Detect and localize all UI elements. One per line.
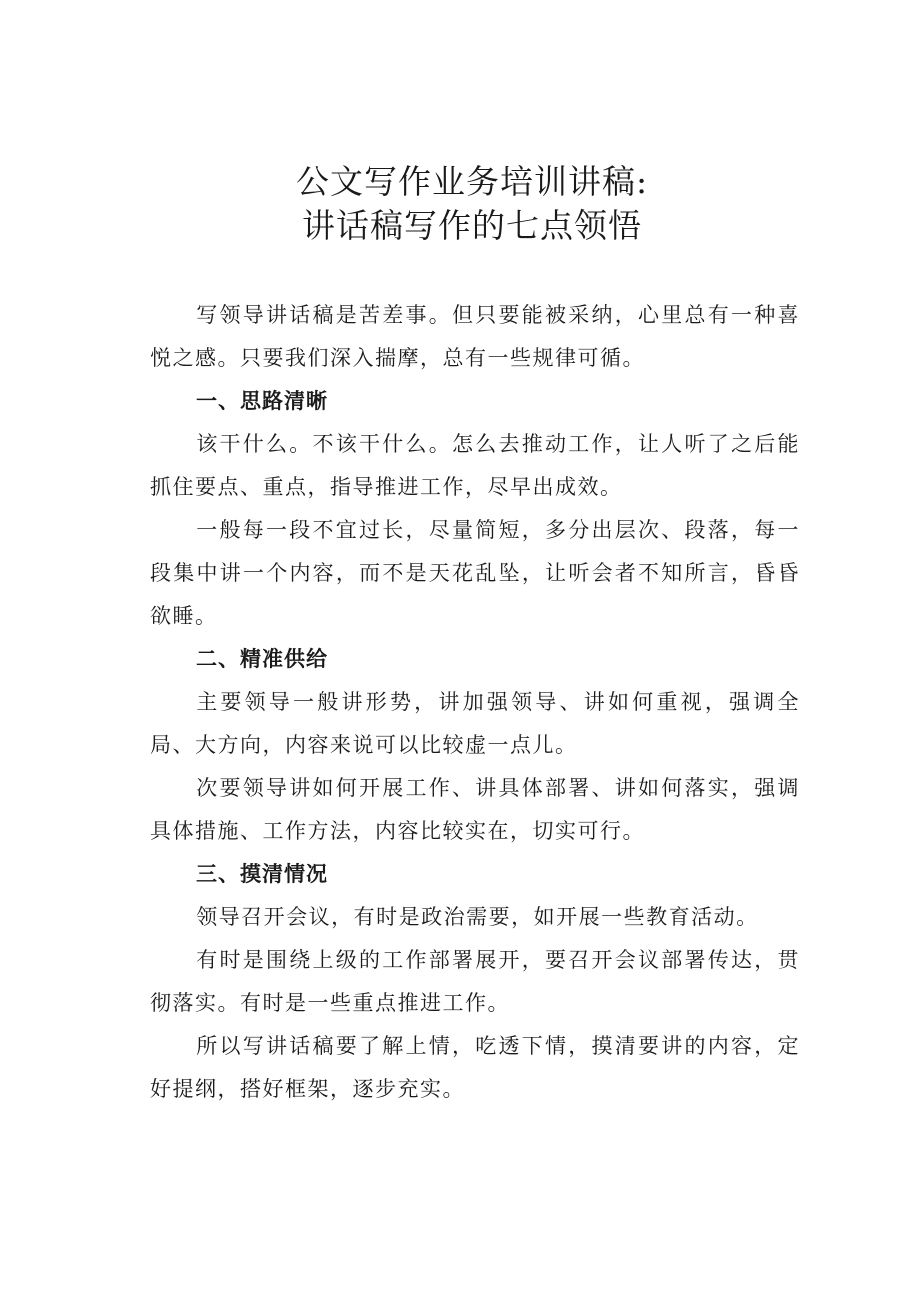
title-line-2: 讲话稿写作的七点领悟 <box>302 206 642 245</box>
document-title <box>150 160 800 248</box>
body-paragraph: 次要领导讲如何开展工作、讲具体部署、讲如何落实，强调具体措施、工作方法，内容比较实在，切实可行。 <box>150 776 800 843</box>
section-heading: 一、思路清晰 <box>196 389 328 413</box>
section-2 <box>150 638 800 853</box>
body-paragraph: 所以写讲话稿要了解上情，吃透下情，摸清要讲的内容，定好提纲，搭好框架，逐步充实。 <box>150 1034 800 1101</box>
section-3 <box>150 853 800 1111</box>
body-paragraph: 有时是围绕上级的工作部署展开，要召开会议部署传达，贯彻落实。有时是一些重点推进工作。 <box>150 948 800 1015</box>
body-paragraph: 主要领导一般讲形势，讲加强领导、讲如何重视，强调全局、大方向，内容来说可以比较虚一点儿。 <box>150 690 800 757</box>
intro-paragraph: 写领导讲话稿是苦差事。但只要能被采纳，心里总有一种喜悦之感。只要我们深入揣摩，总有一些规律可循。 <box>150 303 800 370</box>
document-body <box>150 294 800 1111</box>
title-line-1: 公文写作业务培训讲稿: <box>295 162 649 201</box>
section-heading: 二、精准供给 <box>196 647 328 671</box>
section-1 <box>150 380 800 638</box>
body-paragraph: 一般每一段不宜过长，尽量简短，多分出层次、段落，每一段集中讲一个内容，而不是天花乱坠，让听会者不知所言，昏昏欲睡。 <box>150 518 800 628</box>
body-paragraph: 该干什么。不该干什么。怎么去推动工作，让人听了之后能抓住要点、重点，指导推进工作，尽早出成效。 <box>150 432 800 499</box>
section-heading: 三、摸清情况 <box>196 862 328 886</box>
body-paragraph: 领导召开会议，有时是政治需要，如开展一些教育活动。 <box>196 905 759 929</box>
